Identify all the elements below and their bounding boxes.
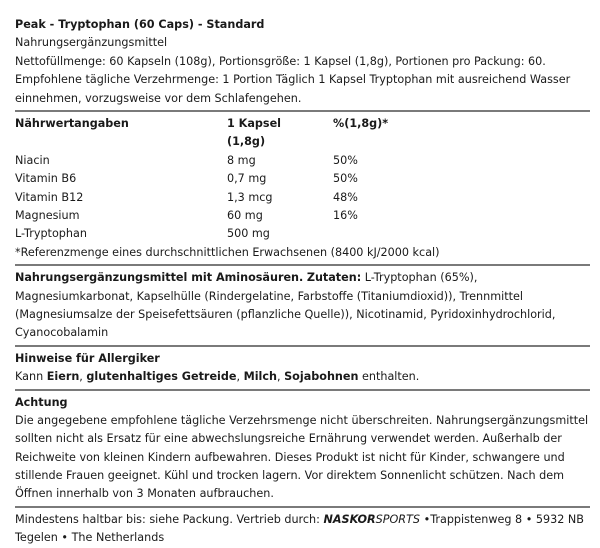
table-row: [15, 152, 590, 170]
nutrient-amount: 8 mg: [227, 153, 256, 167]
nutrient-name: Vitamin B12: [15, 190, 84, 204]
ingredients-line-4: Cyanocobalamin: [15, 326, 109, 340]
footer-prefix: Mindestens haltbar bis: siehe Packung. Vertrieb durch:: [15, 512, 320, 526]
nutrient-name: Magnesium: [15, 208, 80, 222]
nutrient-amount: 500 mg: [227, 227, 270, 241]
header-percent: %(1,8g)*: [333, 116, 389, 130]
nutrition-table: [15, 115, 590, 244]
divider: [15, 389, 590, 391]
allergen: Eiern: [46, 370, 80, 384]
allergy-prefix: Kann: [15, 370, 44, 384]
allergen: Sojabohnen: [284, 370, 359, 384]
table-row: [15, 225, 590, 243]
net-content: Nettofüllmenge: 60 Kapseln (108g), Portionsgröße: 1 Kapsel (1,8g), Portionen pro Packung: 60.: [15, 54, 546, 68]
allergy-text: [15, 368, 590, 386]
allergen: glutenhaltiges Getreide: [86, 370, 237, 384]
ingredients-lead: Nahrungsergänzungsmittel mit Aminosäuren.: [15, 271, 304, 285]
nutrient-percent: 50%: [333, 153, 358, 167]
nutrient-name: Vitamin B6: [15, 172, 77, 186]
table-row: [15, 207, 590, 225]
brand-bold: NASKOR: [323, 512, 376, 526]
table-row: [15, 170, 590, 188]
warning-heading: Achtung: [15, 395, 68, 409]
product-label: [15, 16, 590, 548]
warning-line: Die angegebene empfohlene tägliche Verzehrsmenge nicht überschreiten. Nahrungsergänzungsmittel: [15, 413, 589, 427]
ingredients-line-3: (Magnesiumsalze der Speisefettsäuren (pflanzliche Quelle)), Nicotinamid, Pyridoxinhydrochlorid,: [15, 307, 556, 321]
warning-line: sollten nicht als Ersatz für eine abwechslungsreiche Ernährung verwendet werden. Außerhalb der: [15, 432, 562, 446]
nutrient-percent: 50%: [333, 172, 358, 186]
header-per-capsule: [227, 115, 333, 152]
warning-line: stillende Frauen geeignet. Kühl und trocken lagern. Vor direktem Sonnenlicht schützen. Nach dem: [15, 469, 565, 483]
header-nutrient: Nährwertangaben: [15, 116, 129, 130]
allergy-heading: Hinweise für Allergiker: [15, 351, 160, 365]
nutrient-percent: 16%: [333, 208, 358, 222]
table-row: [15, 189, 590, 207]
nutrient-percent: 48%: [333, 190, 358, 204]
nutrient-name: Niacin: [15, 153, 50, 167]
divider: [15, 345, 590, 347]
footer-line-1: [15, 511, 590, 529]
divider: [15, 264, 590, 266]
ingredients-label: Zutaten:: [306, 271, 362, 285]
header-per-capsule-sub: (1,8g): [227, 135, 266, 149]
brand-rest: SPORTS: [375, 512, 421, 526]
nutrient-amount: 0,7 mg: [227, 172, 267, 186]
dosage-line-1: Empfohlene tägliche Verzehrmenge: 1 Portion Täglich 1 Kapsel Tryptophan mit ausreichend Wasser: [15, 73, 571, 87]
ingredients-first: L-Tryptophan (65%),: [364, 271, 478, 285]
nutrient-amount: 1,3 mcg: [227, 190, 273, 204]
ingredients-line-1: [15, 269, 590, 287]
nutrient-percent: [333, 225, 590, 243]
address-line-2: Tegelen • The Netherlands: [15, 531, 165, 545]
address-line-1: •Trappistenweg 8 • 5932 NB: [423, 512, 584, 526]
header-per-capsule-label: 1 Kapsel: [227, 116, 281, 130]
warning-line: Reichweite von kleinen Kindern aufbewahren. Dieses Produkt ist nicht für Kinder, schwangere und: [15, 450, 565, 464]
nutrition-header-row: [15, 115, 590, 152]
dosage-line-2: einnehmen, vorzugsweise vor dem Schlafengehen.: [15, 91, 302, 105]
ingredients-line-2: Magnesiumkarbonat, Kapselhülle (Rindergelatine, Farbstoffe (Titaniumdioxid)), Trennmittel: [15, 289, 523, 303]
product-title: Peak - Tryptophan (60 Caps) - Standard: [15, 18, 265, 31]
allergen-separator: ,: [236, 370, 244, 384]
product-category: Nahrungsergänzungsmittel: [15, 36, 168, 50]
divider: [15, 506, 590, 508]
warning-line: Öffnen innerhalb von 3 Monaten aufbrauchen.: [15, 487, 274, 501]
reference-footnote: *Referenzmenge eines durchschnittlichen Erwachsenen (8400 kJ/2000 kcal): [15, 245, 440, 259]
allergen: Milch: [243, 370, 277, 384]
nutrient-name: L-Tryptophan: [15, 227, 87, 241]
allergy-suffix: enthalten.: [362, 370, 420, 384]
nutrient-amount: 60 mg: [227, 208, 263, 222]
allergen-separator: ,: [79, 370, 87, 384]
allergen-separator: ,: [277, 370, 285, 384]
distributor-brand: [323, 513, 420, 526]
divider: [15, 110, 590, 112]
